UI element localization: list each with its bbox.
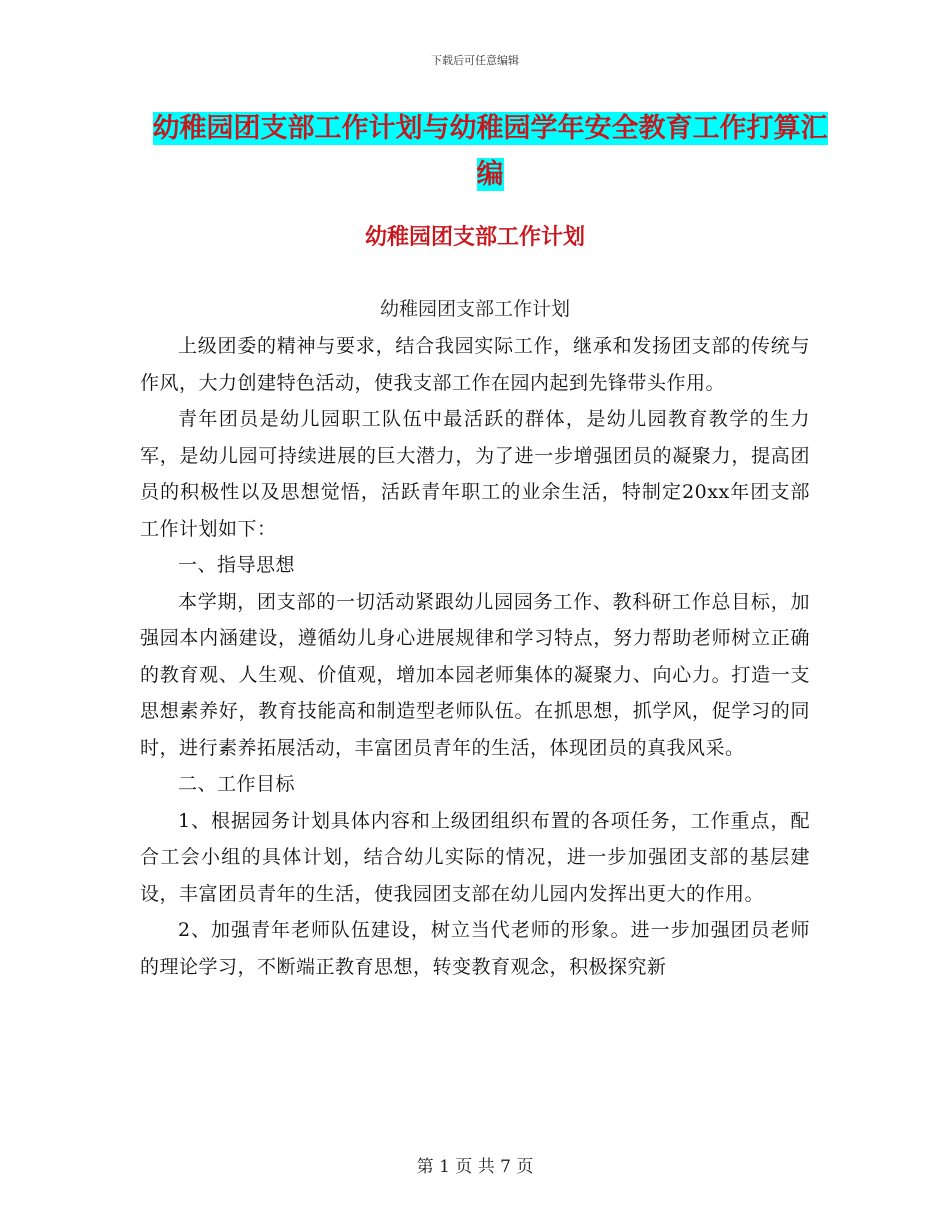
subtitle: 幼稚园团支部工作计划 bbox=[379, 298, 570, 320]
heading-guiding-thought: 一、指导思想 bbox=[178, 554, 296, 576]
page-footer: 第 1 页 共 7 页 bbox=[416, 1157, 534, 1177]
paragraph: 2、加强青年老师队伍建设，树立当代老师的形象。进一步加强团员老师的理论学习，不断端正教育思想，转变教育观念，积极探究新 bbox=[140, 919, 810, 978]
heading-work-goals: 二、工作目标 bbox=[178, 773, 296, 795]
paragraph: 上级团委的精神与要求，结合我园实际工作，继承和发扬团支部的传统与作风，大力创建特色活动，使我支部工作在园内起到先锋带头作用。 bbox=[140, 335, 810, 394]
section-title: 幼稚园团支部工作计划 bbox=[364, 225, 585, 250]
document-title-text: 幼稚园团支部工作计划与幼稚园学年安全教育工作打算汇编 bbox=[152, 113, 828, 190]
paragraph: 1、根据园务计划具体内容和上级团组织布置的各项任务，工作重点，配合工会小组的具体计划，结合幼儿实际的情况，进一步加强团支部的基层建设，丰富团员青年的生活，使我园团支部在幼儿园内发挥出更大的作用。 bbox=[140, 809, 810, 905]
body-text bbox=[140, 328, 810, 985]
document-title bbox=[140, 106, 840, 198]
paragraph: 青年团员是幼儿园职工队伍中最活跃的群体，是幼儿园教育教学的生力军，是幼儿园可持续进展的巨大潜力，为了进一步增强团员的凝聚力，提高团员的积极性以及思想觉悟，活跃青年职工的业余生活，特制定20xx年团支部工作计划如下： bbox=[140, 408, 810, 540]
paragraph: 本学期，团支部的一切活动紧跟幼儿园园务工作、教科研工作总目标，加强园本内涵建设，遵循幼儿身心进展规律和学习特点，努力帮助老师树立正确的教育观、人生观、价值观，增加本园老师集体的凝聚力、向心力。打造一支思想素养好，教育技能高和制造型老师队伍。在抓思想，抓学风，促学习的同时，进行素养拓展活动，丰富团员青年的生活，体现团员的真我风采。 bbox=[140, 590, 810, 759]
header-note: 下载后可任意编辑 bbox=[431, 54, 519, 67]
